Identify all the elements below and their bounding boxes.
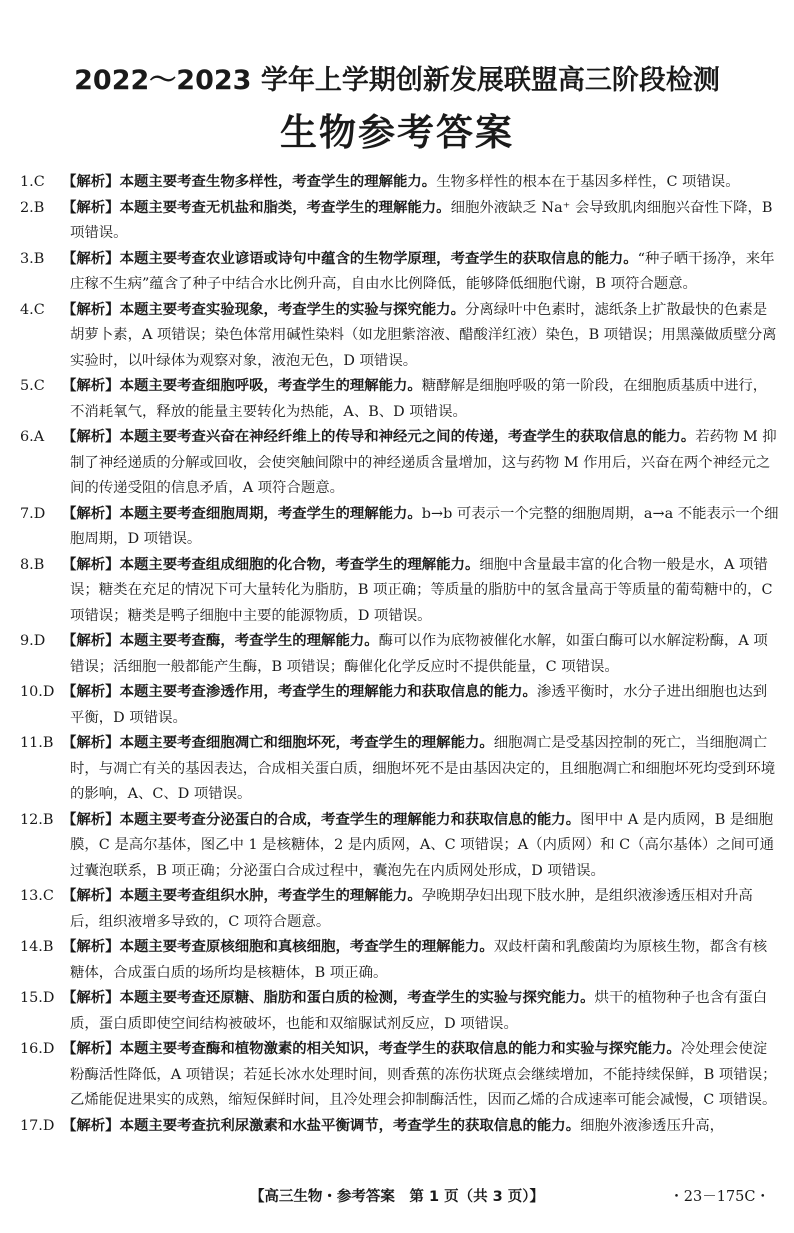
analysis-text: 渗透平衡时，水分子进出细胞也达到平衡，D 项错误。 <box>70 684 768 726</box>
analysis-tag: 【解析】 <box>62 174 120 190</box>
analysis-tag: 【解析】 <box>62 684 120 700</box>
analysis-tag: 【解析】 <box>62 1117 120 1134</box>
analysis-tag: 【解析】 <box>62 811 120 828</box>
answer-number: 12.B <box>20 811 54 828</box>
analysis-tag: 【解析】 <box>62 301 120 318</box>
answer-number: 15.D <box>20 990 55 1006</box>
answer-item <box>20 731 780 808</box>
answer-number: 7.D <box>20 505 46 522</box>
document-subtitle: 生物参考答案 <box>280 111 514 154</box>
answer-item <box>20 247 780 298</box>
analysis-intro: 本题主要考查生物多样性，考查学生的理解能力。 <box>119 174 437 190</box>
analysis-intro: 本题主要考查无机盐和脂类，考查学生的理解能力。 <box>119 199 451 216</box>
answer-number: 9.D <box>20 633 46 649</box>
analysis-intro: 本题主要考查兴奋在神经纤维上的传导和神经元之间的传递，考查学生的获取信息的能力。 <box>119 429 696 445</box>
answer-number: 4.C <box>20 301 45 318</box>
document-title: 2022～2023 学年上学期创新发展联盟高三阶段检测 <box>74 65 720 96</box>
analysis-text: 冷处理会使淀粉酶活性降低，A 项错误；若延长冰水处理时间，则香蕉的冻伤状斑点会继续增加，不能持续保鲜，B 项错误；乙烯能促进果实的成熟，缩短保鲜时间，且冷处理会抑制酶活性，因而乙烯的合成速率可能会减慢，C 项错误。 <box>70 1041 777 1108</box>
analysis-tag: 【解析】 <box>62 1041 120 1057</box>
answer-number: 3.B <box>20 250 45 267</box>
answer-number: 13.C <box>20 888 54 904</box>
analysis-tag: 【解析】 <box>62 633 120 649</box>
analysis-intro: 本题主要考查组成细胞的化合物，考查学生的理解能力。 <box>119 556 480 573</box>
answer-item <box>20 298 780 375</box>
analysis-tag: 【解析】 <box>62 556 120 573</box>
analysis-intro: 本题主要考查渗透作用，考查学生的理解能力和获取信息的能力。 <box>119 684 537 700</box>
analysis-intro: 本题主要考查细胞凋亡和细胞坏死，考查学生的理解能力。 <box>119 735 494 751</box>
analysis-text: 酶可以作为底物被催化水解，如蛋白酶可以水解淀粉酶，A 项错误；活细胞一般都能产生酶，B 项错误；酶催化化学反应时不提供能量，C 项错误。 <box>70 633 768 675</box>
answer-item <box>20 196 780 247</box>
footer-page-info: 【高三生物・参考答案 第 1 页（共 3 页）】 <box>249 1189 545 1205</box>
analysis-tag: 【解析】 <box>62 939 120 955</box>
analysis-tag: 【解析】 <box>62 199 120 216</box>
answer-item <box>20 1037 780 1114</box>
answer-item <box>20 1114 780 1140</box>
analysis-intro: 本题主要考查细胞周期，考查学生的理解能力。 <box>119 505 422 522</box>
analysis-text: 细胞外液缺乏 Na⁺ 会导致肌肉细胞兴奋性下降，B 项错误。 <box>70 199 773 241</box>
answer-number: 2.B <box>20 199 45 216</box>
analysis-text: 细胞中含量最丰富的化合物一般是水，A 项错误；糖类在充足的情况下可大量转化为脂肪，B 项正确；等质量的脂肪中的氢含量高于等质量的葡萄糖中的，C 项错误；糖类是鸭子细胞中主要的能源物质，D 项错误。 <box>70 556 773 624</box>
answer-item <box>20 680 780 731</box>
analysis-text: 若药物 M 抑制了神经递质的分解或回收，会使突触间隙中的神经递质含量增加，这与药物 M 作用后，兴奋在两个神经元之间的传递受阻的信息矛盾，A 项符合题意。 <box>70 429 777 496</box>
analysis-intro: 本题主要考查细胞呼吸，考查学生的理解能力。 <box>119 378 422 394</box>
analysis-tag: 【解析】 <box>62 250 120 267</box>
analysis-text: 图甲中 A 是内质网，B 是细胞膜，C 是高尔基体，图乙中 1 是核糖体，2 是内质网，A、C 项错误；A（内质网）和 C（高尔基体）之间可通过囊泡联系，B 项正确；分泌蛋白合成过程中，囊泡先在内质网处形成，D 项错误。 <box>70 811 774 879</box>
analysis-intro: 本题主要考查原核细胞和真核细胞，考查学生的理解能力。 <box>119 939 494 955</box>
analysis-tag: 【解析】 <box>62 378 120 394</box>
analysis-intro: 本题主要考查实验现象，考查学生的实验与探究能力。 <box>119 301 465 318</box>
answer-item <box>20 425 780 502</box>
answer-number: 6.A <box>20 429 45 445</box>
analysis-text: 糖酵解是细胞呼吸的第一阶段，在细胞质基质中进行，不消耗氧气，释放的能量主要转化为热能，A、B、D 项错误。 <box>70 378 768 420</box>
analysis-tag: 【解析】 <box>62 505 120 522</box>
answer-number: 17.D <box>20 1117 55 1134</box>
answer-item <box>20 170 780 196</box>
analysis-tag: 【解析】 <box>62 735 120 751</box>
answer-number: 1.C <box>20 174 45 190</box>
answer-number: 11.B <box>20 735 54 751</box>
answer-number: 5.C <box>20 378 45 394</box>
analysis-text: 烘干的植物种子也含有蛋白质，蛋白质即使空间结构被破坏，也能和双缩脲试剂反应，D 项错误。 <box>70 990 768 1032</box>
analysis-intro: 本题主要考查抗利尿激素和水盐平衡调节，考查学生的获取信息的能力。 <box>119 1117 581 1134</box>
answer-item <box>20 884 780 935</box>
analysis-text: 双歧杆菌和乳酸菌均为原核生物，都含有核糖体，合成蛋白质的场所均是核糖体，B 项正确。 <box>70 939 768 981</box>
answer-number: 16.D <box>20 1041 55 1057</box>
answer-item <box>20 935 780 986</box>
analysis-intro: 本题主要考查酶和植物激素的相关知识，考查学生的获取信息的能力和实验与探究能力。 <box>119 1041 681 1057</box>
answer-item <box>20 553 780 630</box>
analysis-intro: 本题主要考查组织水肿，考查学生的理解能力。 <box>119 888 422 904</box>
analysis-intro: 本题主要考查还原糖、脂肪和蛋白质的检测，考查学生的实验与探究能力。 <box>119 990 595 1006</box>
answer-item <box>20 374 780 425</box>
answer-item <box>20 502 780 553</box>
analysis-text: b→b 可表示一个完整的细胞周期，a→a 不能表示一个细胞周期，D 项错误。 <box>70 505 779 547</box>
analysis-tag: 【解析】 <box>62 990 120 1006</box>
analysis-text: 分离绿叶中色素时，滤纸条上扩散最快的色素是胡萝卜素，A 项错误；染色体常用碱性染料（如龙胆紫溶液、醋酸洋红液）染色，B 项错误；用黑藻做质壁分离实验时，以叶绿体为观察对象，液泡无色，D 项错误。 <box>70 301 777 369</box>
answer-number: 8.B <box>20 556 45 573</box>
answer-number: 10.D <box>20 684 55 700</box>
analysis-tag: 【解析】 <box>62 429 120 445</box>
answer-item <box>20 629 780 680</box>
answer-list <box>20 170 780 1139</box>
analysis-tag: 【解析】 <box>62 888 120 904</box>
analysis-intro: 本题主要考查分泌蛋白的合成，考查学生的理解能力和获取信息的能力。 <box>119 811 581 828</box>
answer-number: 14.B <box>20 939 54 955</box>
analysis-intro: 本题主要考查酶，考查学生的理解能力。 <box>119 633 379 649</box>
analysis-text: 细胞凋亡是受基因控制的死亡，当细胞凋亡时，与凋亡有关的基因表达，合成相关蛋白质，细胞坏死不是由基因决定的，且细胞凋亡和细胞坏死均受到环境的影响，A、C、D 项错误。 <box>70 735 776 802</box>
analysis-text: 细胞外液渗透压升高， <box>580 1117 725 1134</box>
answer-item <box>20 986 780 1037</box>
answer-item <box>20 808 780 885</box>
analysis-text: 生物多样性的根本在于基因多样性，C 项错误。 <box>436 174 740 190</box>
analysis-intro: 本题主要考查农业谚语或诗句中蕴含的生物学原理，考查学生的获取信息的能力。 <box>119 250 638 267</box>
footer-code: ・23－175C・ <box>669 1189 770 1205</box>
analysis-text: 孕晚期孕妇出现下肢水肿，是组织液渗透压相对升高后，组织液增多导致的，C 项符合题意。 <box>70 888 753 930</box>
analysis-text: “种子晒干扬净，来年庄稼不生病”蕴含了种子中结合水比例升高，自由水比例降低，能够降低细胞代谢，B 项符合题意。 <box>70 250 775 292</box>
